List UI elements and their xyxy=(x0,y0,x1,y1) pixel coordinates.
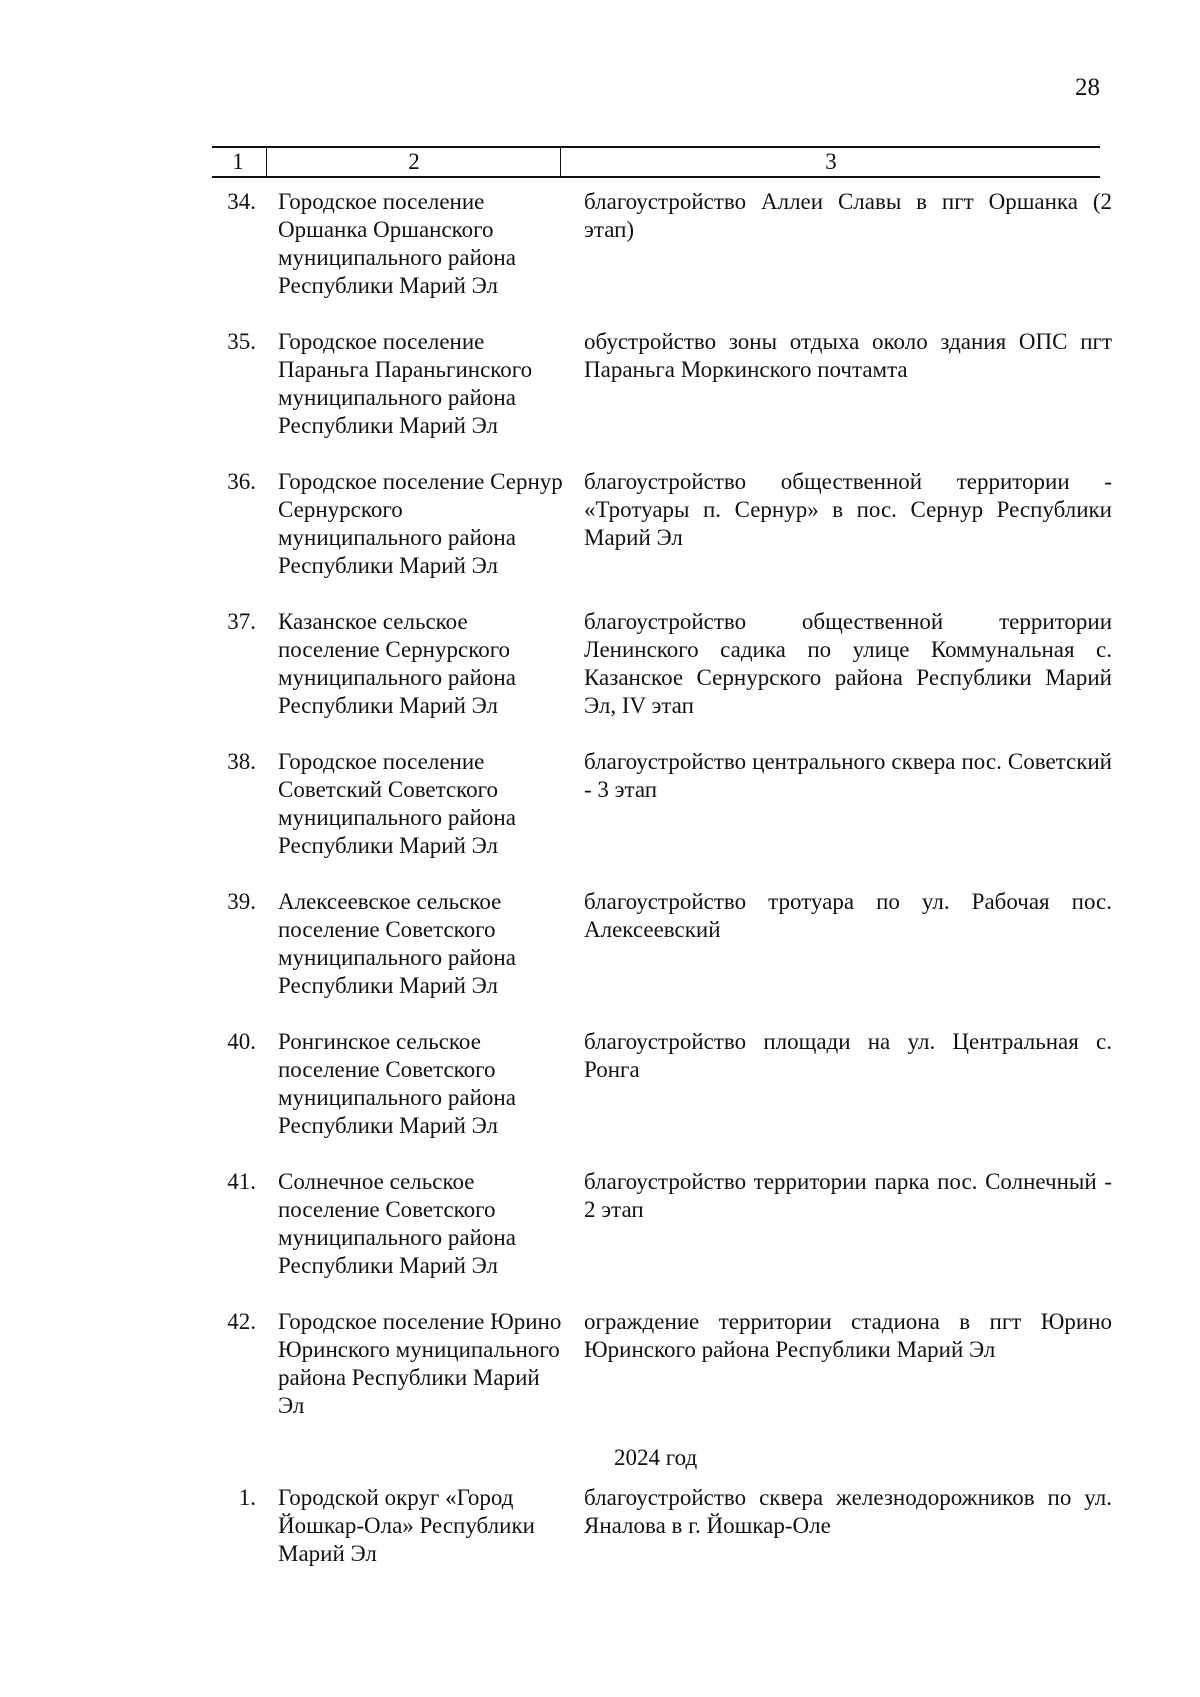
municipality: Ронгинское сельское поселение Советского муниципального района Республики Марий Эл xyxy=(278,1029,516,1138)
project-description: благоустройство территории парка пос. Солнечный - 2 этап xyxy=(584,1169,1112,1222)
row-number: 1. xyxy=(238,1485,256,1510)
project-description: благоустройство тротуара по ул. Рабочая пос. Алексеевский xyxy=(584,889,1112,942)
table-row xyxy=(212,1484,1112,1568)
row-number: 40. xyxy=(227,1029,256,1054)
project-description: благоустройство общественной территории Ленинского садика по улице Коммунальная с. Казанское Сернурского района Республики Марий Эл, IV этап xyxy=(584,609,1112,718)
project-description: обустройство зоны отдыха около здания ОПС пгт Параньга Моркинского почтамта xyxy=(584,329,1112,382)
table-row xyxy=(212,468,1112,580)
table-row xyxy=(212,888,1112,1000)
table-row xyxy=(212,748,1112,860)
row-number: 41. xyxy=(227,1169,256,1194)
project-description: благоустройство Аллеи Славы в пгт Оршанка (2 этап) xyxy=(584,189,1112,242)
year-heading: 2024 год xyxy=(614,1445,698,1470)
project-description: благоустройство сквера железнодорожников по ул. Яналова в г. Йошкар-Оле xyxy=(584,1485,1112,1538)
project-description: благоустройство общественной территории - «Тротуары п. Сернур» в пос. Сернур Республики Марий Эл xyxy=(584,469,1112,550)
municipality: Казанское сельское поселение Сернурского муниципального района Республики Марий Эл xyxy=(278,609,516,718)
row-number: 35. xyxy=(227,329,256,354)
header-col-2: 2 xyxy=(266,148,561,176)
table-row xyxy=(212,188,1112,300)
municipality: Алексеевское сельское поселение Советского муниципального района Республики Марий Эл xyxy=(278,889,516,998)
table-row xyxy=(212,608,1112,720)
table-row xyxy=(212,1168,1112,1280)
row-number: 36. xyxy=(227,469,256,494)
municipality: Городской округ «Город Йошкар-Ола» Республики Марий Эл xyxy=(278,1485,535,1566)
municipality: Городское поселение Параньга Параньгинского муниципального района Республики Марий Эл xyxy=(278,329,533,438)
row-number: 39. xyxy=(227,889,256,914)
page-number: 28 xyxy=(1075,74,1100,101)
header-col-1: 1 xyxy=(232,149,244,174)
project-description: благоустройство центрального сквера пос. Советский - 3 этап xyxy=(584,749,1112,802)
table-body xyxy=(212,188,1112,1596)
municipality: Городское поселение Сернур Сернурского муниципального района Республики Марий Эл xyxy=(278,469,563,578)
table-row xyxy=(212,1028,1112,1140)
municipality: Солнечное сельское поселение Советского муниципального района Республики Марий Эл xyxy=(278,1169,516,1278)
row-number: 37. xyxy=(227,609,256,634)
header-col-3: 3 xyxy=(560,148,1101,176)
row-number: 38. xyxy=(227,749,256,774)
project-description: благоустройство площади на ул. Центральная с. Ронга xyxy=(584,1029,1112,1082)
row-number: 42. xyxy=(227,1309,256,1334)
municipality: Городское поселение Советский Советского муниципального района Республики Марий Эл xyxy=(278,749,516,858)
project-description: ограждение территории стадиона в пгт Юрино Юринского района Республики Марий Эл xyxy=(584,1309,1112,1362)
table-header xyxy=(212,146,1100,178)
municipality: Городское поселение Оршанка Оршанского муниципального района Республики Марий Эл xyxy=(278,189,516,298)
table-row xyxy=(212,328,1112,440)
municipality: Городское поселение Юрино Юринского муниципального района Республики Марий Эл xyxy=(278,1309,562,1418)
row-number: 34. xyxy=(227,189,256,214)
table-row xyxy=(212,1308,1112,1420)
